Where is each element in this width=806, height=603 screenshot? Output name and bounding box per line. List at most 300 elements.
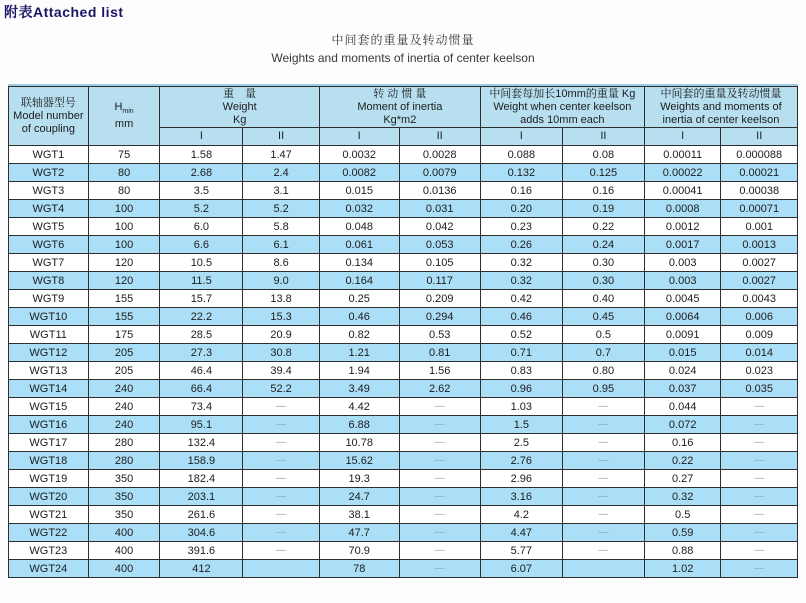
keelson-header-en1: Weights and moments of bbox=[660, 100, 782, 113]
value-cell: 0.00021 bbox=[721, 164, 798, 182]
model-cell: WGT24 bbox=[9, 560, 89, 578]
keelson-header-cn: 中间套的重量及转动惯量 bbox=[660, 87, 782, 100]
value-cell: 4.47 bbox=[480, 524, 562, 542]
value-cell: 6.88 bbox=[319, 416, 399, 434]
value-cell: — bbox=[721, 434, 798, 452]
value-cell: 132.4 bbox=[160, 434, 243, 452]
value-cell: 205 bbox=[88, 344, 160, 362]
value-cell: 0.59 bbox=[644, 524, 721, 542]
value-cell: 9.0 bbox=[243, 272, 320, 290]
value-cell: 0.015 bbox=[644, 344, 721, 362]
value-cell: 10.78 bbox=[319, 434, 399, 452]
value-cell: 0.0064 bbox=[644, 308, 721, 326]
model-cell: WGT23 bbox=[9, 542, 89, 560]
value-cell: 47.7 bbox=[319, 524, 399, 542]
model-cell: WGT3 bbox=[9, 182, 89, 200]
table-body bbox=[9, 146, 798, 578]
value-cell: 0.5 bbox=[644, 506, 721, 524]
value-cell: 120 bbox=[88, 272, 160, 290]
value-cell: 0.81 bbox=[399, 344, 480, 362]
value-cell: 0.23 bbox=[480, 218, 562, 236]
value-cell: 0.22 bbox=[562, 218, 644, 236]
value-cell: 0.0008 bbox=[644, 200, 721, 218]
value-cell: — bbox=[243, 488, 320, 506]
table-row bbox=[9, 542, 798, 560]
value-cell: 400 bbox=[88, 560, 160, 578]
value-cell: — bbox=[399, 560, 480, 578]
model-cell: WGT11 bbox=[9, 326, 89, 344]
model-cell: WGT9 bbox=[9, 290, 89, 308]
value-cell: 1.58 bbox=[160, 146, 243, 164]
value-cell: 0.044 bbox=[644, 398, 721, 416]
value-cell: 1.02 bbox=[644, 560, 721, 578]
value-cell: 0.30 bbox=[562, 254, 644, 272]
table-title-english: Weights and moments of inertia of center keelson bbox=[271, 51, 535, 65]
value-cell: 0.014 bbox=[721, 344, 798, 362]
model-cell: WGT18 bbox=[9, 452, 89, 470]
value-cell: 0.0079 bbox=[399, 164, 480, 182]
value-cell: 66.4 bbox=[160, 380, 243, 398]
model-cell: WGT2 bbox=[9, 164, 89, 182]
value-cell: 4.42 bbox=[319, 398, 399, 416]
subcol-keelson-1: I bbox=[644, 128, 721, 146]
value-cell: 22.2 bbox=[160, 308, 243, 326]
value-cell: 0.22 bbox=[644, 452, 721, 470]
value-cell: 2.76 bbox=[480, 452, 562, 470]
value-cell: 120 bbox=[88, 254, 160, 272]
subcol-weight-1: I bbox=[160, 128, 243, 146]
value-cell: 80 bbox=[88, 182, 160, 200]
value-cell: 0.0032 bbox=[319, 146, 399, 164]
value-cell bbox=[562, 560, 644, 578]
value-cell: 0.16 bbox=[644, 434, 721, 452]
value-cell: 240 bbox=[88, 416, 160, 434]
value-cell: 0.088 bbox=[480, 146, 562, 164]
value-cell: 0.042 bbox=[399, 218, 480, 236]
value-cell: 0.003 bbox=[644, 272, 721, 290]
adds10-header-en2: adds 10mm each bbox=[520, 113, 605, 126]
table-header bbox=[9, 87, 798, 146]
value-cell: 5.2 bbox=[243, 200, 320, 218]
model-cell: WGT6 bbox=[9, 236, 89, 254]
table-row bbox=[9, 416, 798, 434]
value-cell: 20.9 bbox=[243, 326, 320, 344]
value-cell: — bbox=[721, 524, 798, 542]
coupling-spec-table bbox=[8, 86, 798, 578]
value-cell: 0.00038 bbox=[721, 182, 798, 200]
table-row bbox=[9, 470, 798, 488]
value-cell: 0.0136 bbox=[399, 182, 480, 200]
value-cell: 0.0028 bbox=[399, 146, 480, 164]
value-cell: 0.000088 bbox=[721, 146, 798, 164]
value-cell: 240 bbox=[88, 380, 160, 398]
value-cell: 0.053 bbox=[399, 236, 480, 254]
value-cell: 80 bbox=[88, 164, 160, 182]
value-cell: 6.6 bbox=[160, 236, 243, 254]
model-cell: WGT4 bbox=[9, 200, 89, 218]
model-cell: WGT14 bbox=[9, 380, 89, 398]
value-cell: 158.9 bbox=[160, 452, 243, 470]
value-cell: 0.072 bbox=[644, 416, 721, 434]
value-cell: 0.45 bbox=[562, 308, 644, 326]
col-header-model bbox=[9, 87, 89, 146]
value-cell: 8.6 bbox=[243, 254, 320, 272]
value-cell: 0.0027 bbox=[721, 272, 798, 290]
table-row bbox=[9, 488, 798, 506]
value-cell: 0.132 bbox=[480, 164, 562, 182]
value-cell: — bbox=[721, 506, 798, 524]
value-cell: 350 bbox=[88, 506, 160, 524]
value-cell: — bbox=[399, 398, 480, 416]
value-cell: 0.164 bbox=[319, 272, 399, 290]
model-cell: WGT12 bbox=[9, 344, 89, 362]
value-cell: 75 bbox=[88, 146, 160, 164]
value-cell: 182.4 bbox=[160, 470, 243, 488]
col-header-keelson bbox=[644, 87, 797, 128]
table-row bbox=[9, 236, 798, 254]
model-cell: WGT20 bbox=[9, 488, 89, 506]
value-cell: 6.0 bbox=[160, 218, 243, 236]
value-cell: 400 bbox=[88, 542, 160, 560]
value-cell: 52.2 bbox=[243, 380, 320, 398]
value-cell: — bbox=[399, 434, 480, 452]
value-cell: 0.32 bbox=[480, 254, 562, 272]
value-cell: 0.048 bbox=[319, 218, 399, 236]
value-cell: 100 bbox=[88, 200, 160, 218]
value-cell: 1.03 bbox=[480, 398, 562, 416]
value-cell: 0.83 bbox=[480, 362, 562, 380]
value-cell: 1.94 bbox=[319, 362, 399, 380]
value-cell: 0.0013 bbox=[721, 236, 798, 254]
model-cell: WGT17 bbox=[9, 434, 89, 452]
value-cell: — bbox=[243, 470, 320, 488]
value-cell: 203.1 bbox=[160, 488, 243, 506]
value-cell: 3.5 bbox=[160, 182, 243, 200]
value-cell: 0.24 bbox=[562, 236, 644, 254]
subcol-weight-2: II bbox=[243, 128, 320, 146]
value-cell: 28.5 bbox=[160, 326, 243, 344]
value-cell: 0.117 bbox=[399, 272, 480, 290]
value-cell: — bbox=[399, 542, 480, 560]
model-header-en1: Model number bbox=[13, 109, 84, 122]
value-cell: — bbox=[562, 542, 644, 560]
value-cell: 4.2 bbox=[480, 506, 562, 524]
value-cell: 2.5 bbox=[480, 434, 562, 452]
value-cell: 3.49 bbox=[319, 380, 399, 398]
model-cell: WGT7 bbox=[9, 254, 89, 272]
table-row bbox=[9, 308, 798, 326]
value-cell: 0.46 bbox=[480, 308, 562, 326]
keelson-header-en2: inertia of center keelson bbox=[662, 113, 780, 126]
value-cell: — bbox=[399, 506, 480, 524]
value-cell: 0.032 bbox=[319, 200, 399, 218]
value-cell: 15.3 bbox=[243, 308, 320, 326]
value-cell: — bbox=[562, 416, 644, 434]
data-table-container bbox=[8, 84, 798, 578]
value-cell: 39.4 bbox=[243, 362, 320, 380]
value-cell: 0.26 bbox=[480, 236, 562, 254]
model-cell: WGT15 bbox=[9, 398, 89, 416]
value-cell: — bbox=[399, 452, 480, 470]
value-cell: — bbox=[721, 542, 798, 560]
value-cell: 95.1 bbox=[160, 416, 243, 434]
value-cell: 0.294 bbox=[399, 308, 480, 326]
table-row bbox=[9, 524, 798, 542]
value-cell: 0.52 bbox=[480, 326, 562, 344]
table-row bbox=[9, 398, 798, 416]
value-cell: 1.47 bbox=[243, 146, 320, 164]
value-cell: 0.27 bbox=[644, 470, 721, 488]
value-cell: 0.125 bbox=[562, 164, 644, 182]
value-cell: — bbox=[243, 452, 320, 470]
table-row bbox=[9, 362, 798, 380]
value-cell: 2.96 bbox=[480, 470, 562, 488]
value-cell: 0.82 bbox=[319, 326, 399, 344]
value-cell: — bbox=[399, 524, 480, 542]
col-header-hmin bbox=[88, 87, 160, 146]
subcol-keelson-2: II bbox=[721, 128, 798, 146]
value-cell: 38.1 bbox=[319, 506, 399, 524]
model-cell: WGT22 bbox=[9, 524, 89, 542]
value-cell: 70.9 bbox=[319, 542, 399, 560]
value-cell: — bbox=[721, 416, 798, 434]
value-cell: — bbox=[562, 506, 644, 524]
value-cell: 0.0012 bbox=[644, 218, 721, 236]
value-cell: 0.031 bbox=[399, 200, 480, 218]
value-cell: 19.3 bbox=[319, 470, 399, 488]
value-cell: 0.42 bbox=[480, 290, 562, 308]
value-cell: 100 bbox=[88, 236, 160, 254]
moment-header-cn: 转 动 惯 量 bbox=[373, 87, 427, 100]
value-cell: 0.96 bbox=[480, 380, 562, 398]
subcol-moment-1: I bbox=[319, 128, 399, 146]
value-cell: 350 bbox=[88, 470, 160, 488]
value-cell: 5.2 bbox=[160, 200, 243, 218]
value-cell: 0.209 bbox=[399, 290, 480, 308]
table-row bbox=[9, 434, 798, 452]
value-cell: 11.5 bbox=[160, 272, 243, 290]
value-cell: 5.8 bbox=[243, 218, 320, 236]
value-cell: 0.009 bbox=[721, 326, 798, 344]
value-cell: 0.95 bbox=[562, 380, 644, 398]
col-header-adds10 bbox=[480, 87, 644, 128]
adds10-header-cn: 中间套每加长10mm的重量 Kg bbox=[489, 87, 636, 100]
value-cell: 155 bbox=[88, 290, 160, 308]
table-row bbox=[9, 452, 798, 470]
value-cell: — bbox=[243, 434, 320, 452]
value-cell: 240 bbox=[88, 398, 160, 416]
value-cell: 0.00011 bbox=[644, 146, 721, 164]
table-row bbox=[9, 290, 798, 308]
table-row bbox=[9, 380, 798, 398]
value-cell: — bbox=[562, 452, 644, 470]
value-cell: 1.21 bbox=[319, 344, 399, 362]
value-cell: 6.1 bbox=[243, 236, 320, 254]
value-cell: 0.30 bbox=[562, 272, 644, 290]
value-cell: 0.006 bbox=[721, 308, 798, 326]
value-cell: 0.0017 bbox=[644, 236, 721, 254]
model-cell: WGT21 bbox=[9, 506, 89, 524]
col-header-weight bbox=[160, 87, 319, 128]
value-cell: 2.4 bbox=[243, 164, 320, 182]
value-cell: 391.6 bbox=[160, 542, 243, 560]
value-cell: 1.5 bbox=[480, 416, 562, 434]
value-cell: 0.0082 bbox=[319, 164, 399, 182]
value-cell: 2.62 bbox=[399, 380, 480, 398]
value-cell: 0.0027 bbox=[721, 254, 798, 272]
value-cell: 280 bbox=[88, 434, 160, 452]
value-cell: 261.6 bbox=[160, 506, 243, 524]
value-cell: 2.68 bbox=[160, 164, 243, 182]
value-cell: 175 bbox=[88, 326, 160, 344]
value-cell: 412 bbox=[160, 560, 243, 578]
model-cell: WGT19 bbox=[9, 470, 89, 488]
value-cell: 0.0091 bbox=[644, 326, 721, 344]
value-cell bbox=[243, 560, 320, 578]
value-cell: 0.105 bbox=[399, 254, 480, 272]
value-cell: 73.4 bbox=[160, 398, 243, 416]
value-cell: 0.023 bbox=[721, 362, 798, 380]
value-cell: 0.16 bbox=[562, 182, 644, 200]
value-cell: — bbox=[562, 524, 644, 542]
value-cell: 0.5 bbox=[562, 326, 644, 344]
header-group-row bbox=[9, 87, 798, 128]
value-cell: 0.0045 bbox=[644, 290, 721, 308]
value-cell: 0.25 bbox=[319, 290, 399, 308]
value-cell: 5.77 bbox=[480, 542, 562, 560]
value-cell: 13.8 bbox=[243, 290, 320, 308]
value-cell: 0.80 bbox=[562, 362, 644, 380]
value-cell: — bbox=[721, 560, 798, 578]
value-cell: 0.32 bbox=[644, 488, 721, 506]
value-cell: 0.134 bbox=[319, 254, 399, 272]
value-cell: — bbox=[399, 416, 480, 434]
value-cell: 46.4 bbox=[160, 362, 243, 380]
table-row bbox=[9, 254, 798, 272]
value-cell: — bbox=[243, 416, 320, 434]
table-row bbox=[9, 182, 798, 200]
value-cell: 280 bbox=[88, 452, 160, 470]
value-cell: 0.08 bbox=[562, 146, 644, 164]
value-cell: 0.19 bbox=[562, 200, 644, 218]
document-title: 附表Attached list bbox=[4, 4, 124, 20]
value-cell: 0.024 bbox=[644, 362, 721, 380]
value-cell: — bbox=[721, 488, 798, 506]
table-row bbox=[9, 560, 798, 578]
value-cell: 27.3 bbox=[160, 344, 243, 362]
table-row bbox=[9, 272, 798, 290]
value-cell: 78 bbox=[319, 560, 399, 578]
value-cell: 0.061 bbox=[319, 236, 399, 254]
value-cell: 30.8 bbox=[243, 344, 320, 362]
weight-header-cn: 重 量 bbox=[223, 87, 257, 100]
value-cell: — bbox=[243, 398, 320, 416]
value-cell: 0.035 bbox=[721, 380, 798, 398]
value-cell: 0.001 bbox=[721, 218, 798, 236]
moment-header-unit: Kg*m2 bbox=[383, 113, 417, 126]
value-cell: 1.56 bbox=[399, 362, 480, 380]
value-cell: — bbox=[243, 524, 320, 542]
value-cell: 0.00041 bbox=[644, 182, 721, 200]
model-header-en2: of coupling bbox=[21, 122, 75, 135]
model-cell: WGT5 bbox=[9, 218, 89, 236]
hmin-unit: mm bbox=[114, 118, 134, 131]
value-cell: 0.0043 bbox=[721, 290, 798, 308]
model-cell: WGT1 bbox=[9, 146, 89, 164]
value-cell: 155 bbox=[88, 308, 160, 326]
model-cell: WGT16 bbox=[9, 416, 89, 434]
value-cell: 304.6 bbox=[160, 524, 243, 542]
value-cell: 0.20 bbox=[480, 200, 562, 218]
value-cell: 0.037 bbox=[644, 380, 721, 398]
table-row bbox=[9, 344, 798, 362]
model-cell: WGT8 bbox=[9, 272, 89, 290]
subcol-adds10-2: II bbox=[562, 128, 644, 146]
value-cell: 400 bbox=[88, 524, 160, 542]
value-cell: 15.7 bbox=[160, 290, 243, 308]
value-cell: 10.5 bbox=[160, 254, 243, 272]
table-title-chinese: 中间套的重量及转动惯量 bbox=[331, 33, 475, 47]
model-cell: WGT13 bbox=[9, 362, 89, 380]
value-cell: 0.71 bbox=[480, 344, 562, 362]
table-row bbox=[9, 506, 798, 524]
value-cell: — bbox=[243, 542, 320, 560]
value-cell: 0.015 bbox=[319, 182, 399, 200]
subcol-moment-2: II bbox=[399, 128, 480, 146]
model-header-cn: 联轴器型号 bbox=[20, 96, 76, 109]
col-header-moment bbox=[319, 87, 480, 128]
value-cell: 0.46 bbox=[319, 308, 399, 326]
value-cell: 3.1 bbox=[243, 182, 320, 200]
value-cell: 205 bbox=[88, 362, 160, 380]
table-row bbox=[9, 326, 798, 344]
value-cell: 6.07 bbox=[480, 560, 562, 578]
value-cell: — bbox=[562, 488, 644, 506]
value-cell: — bbox=[562, 398, 644, 416]
value-cell: 0.40 bbox=[562, 290, 644, 308]
value-cell: 0.16 bbox=[480, 182, 562, 200]
hmin-symbol: $H_{min}$ bbox=[114, 100, 134, 116]
value-cell: 100 bbox=[88, 218, 160, 236]
table-row bbox=[9, 218, 798, 236]
value-cell: — bbox=[399, 470, 480, 488]
table-row bbox=[9, 200, 798, 218]
value-cell: — bbox=[721, 470, 798, 488]
model-cell: WGT10 bbox=[9, 308, 89, 326]
value-cell: 3.16 bbox=[480, 488, 562, 506]
value-cell: 0.7 bbox=[562, 344, 644, 362]
subcol-adds10-1: I bbox=[480, 128, 562, 146]
value-cell: — bbox=[399, 488, 480, 506]
table-row bbox=[9, 146, 798, 164]
value-cell: — bbox=[721, 398, 798, 416]
value-cell: 350 bbox=[88, 488, 160, 506]
adds10-header-en1: Weight when center keelson bbox=[493, 100, 632, 113]
value-cell: 0.003 bbox=[644, 254, 721, 272]
value-cell: 0.53 bbox=[399, 326, 480, 344]
weight-header-en: Weight bbox=[222, 100, 257, 113]
value-cell: — bbox=[721, 452, 798, 470]
value-cell: 24.7 bbox=[319, 488, 399, 506]
value-cell: — bbox=[243, 506, 320, 524]
value-cell: 0.00022 bbox=[644, 164, 721, 182]
value-cell: 15.62 bbox=[319, 452, 399, 470]
value-cell: — bbox=[562, 434, 644, 452]
value-cell: — bbox=[562, 470, 644, 488]
table-row bbox=[9, 164, 798, 182]
value-cell: 0.00071 bbox=[721, 200, 798, 218]
value-cell: 0.88 bbox=[644, 542, 721, 560]
